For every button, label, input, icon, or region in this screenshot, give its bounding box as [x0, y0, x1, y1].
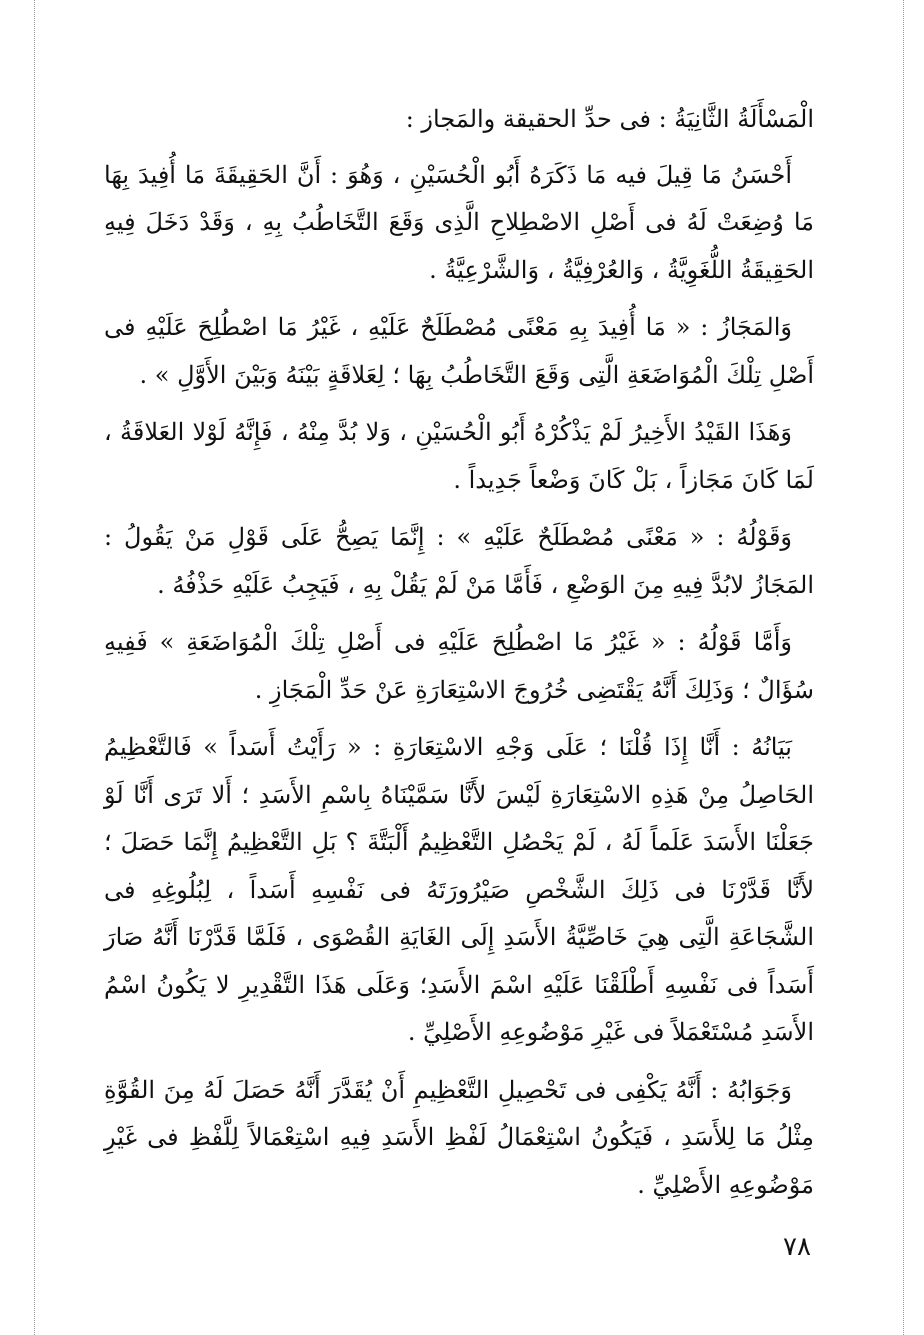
right-margin-dotted-line — [903, 0, 904, 1335]
paragraph-3: وَهَذَا القَيْدُ الأَخِيرُ لَمْ يَذْكُرْهُ أَبُو الْحُسَيْنِ ، وَلا بُدَّ مِنْهُ ، فَإِنَّهُ لَوْلا العَلاقَةُ ، لَمَا كَانَ مَجَازاً ، بَلْ كَانَ وَضْعاً جَدِيداً . — [104, 418, 814, 494]
paragraph-1: أَحْسَنُ مَا قِيلَ فيه مَا ذَكَرَهُ أَبُو الْحُسَيْنِ ، وَهُوَ : أَنَّ الحَقِيقَةَ مَا أُفِيدَ بِهَا مَا وُضِعَتْ لَهُ فى أَصْلِ الاصْطِلاحِ الَّذِى وَقَعَ التَّخَاطُبُ بِهِ ، وَقَدْ دَخَلَ فِيهِ الحَقِيقَةُ اللُّغَوِيَّةُ ، وَالعُرْفِيَّةُ ، وَالشَّرْعِيَّةُ . — [104, 160, 814, 284]
section-heading: الْمَسْأَلَةُ الثَّانِيَةُ : فى حدِّ الحقيقة والمَجاز : — [405, 105, 814, 133]
paragraph-4: وَقَوْلُهُ : « مَعْنًى مُصْطَلَحٌ عَلَيْهِ » : إِنَّمَا يَصِحُّ عَلَى قَوْلِ مَنْ يَقُولُ : المَجَازُ لابُدَّ فِيهِ مِنَ الوَضْعِ ، فَأَمَّا مَنْ لَمْ يَقُلْ بِهِ ، فَيَجِبُ عَلَيْهِ حَذْفُهُ . — [104, 523, 814, 599]
paragraph-5: وَأَمَّا قَوْلُهُ : « غَيْرُ مَا اصْطُلِحَ عَلَيْهِ فى أَصْلِ تِلْكَ الْمُوَاضَعَةِ » فَفِيهِ سُؤَالٌ ؛ وَذَلِكَ أَنَّهُ يَقْتَضِى خُرُوجَ الاسْتِعَارَةِ عَنْ حَدِّ الْمَجَازِ . — [104, 628, 814, 704]
page-text-body — [104, 96, 814, 1219]
left-margin-dotted-line — [34, 0, 35, 1335]
page-number: ٧٨ — [783, 1232, 811, 1262]
paragraph-2: وَالمَجَازُ : « مَا أُفِيدَ بِهِ مَعْنًى مُصْطَلَحٌ عَلَيْهِ ، غَيْرُ مَا اصْطُلِحَ عَلَيْهِ فى أَصْلِ تِلْكَ الْمُوَاضَعَةِ الَّتِى وَقَعَ التَّخَاطُبُ بِهَا ؛ لِعَلاقَةٍ بَيْنَهُ وَبَيْنَ الأَوَّلِ » . — [104, 313, 814, 389]
paragraph-7: وَجَوَابُهُ : أَنَّهُ يَكْفِى فى تَحْصِيلِ التَّعْظِيمِ أَنْ يُقَدَّرَ أَنَّهُ حَصَلَ لَهُ مِنَ القُوَّةِ مِثْلُ مَا لِلأَسَدِ ، فَيَكُونُ اسْتِعْمَالُ لَفْظِ الأَسَدِ فِيهِ اسْتِعْمَالاً لِلَّفْظِ فى غَيْرِ مَوْضُوعِهِ الأَصْلِيِّ . — [104, 1075, 814, 1199]
paragraph-6: بَيَانُهُ : أَنَّا إِذَا قُلْنَا ؛ عَلَى وَجْهِ الاسْتِعَارَةِ : « رَأَيْتُ أَسَداً » فَالتَّعْظِيمُ الحَاصِلُ مِنْ هَذِهِ الاسْتِعَارَةِ لَيْسَ لأَنَّا سَمَّيْنَاهُ بِاسْمِ الأَسَدِ ؛ أَلا تَرَى أَنَّا لَوْ جَعَلْنَا الأَسَدَ عَلَماً لَهُ ، لَمْ يَحْصُلِ التَّعْظِيمُ أَلْبَتَّةَ ؟ بَلِ التَّعْظِيمُ إِنَّمَا حَصَلَ ؛ لأَنَّا قَدَّرْنَا فى ذَلِكَ الشَّخْصِ صَيْرُورَتَهُ فى نَفْسِهِ أَسَداً ، لِبُلُوغِهِ فى الشَّجَاعَةِ الَّتِى هِيَ خَاصِّيَّةُ الأَسَدِ إِلَى الغَايَةِ القُصْوَى ، فَلَمَّا قَدَّرْنَا أَنَّهُ صَارَ أَسَداً فى نَفْسِهِ أَطْلَقْنَا عَلَيْهِ اسْمَ الأَسَدِ؛ وَعَلَى هَذَا التَّقْدِيرِ لا يَكُونُ اسْمُ الأَسَدِ مُسْتَعْمَلاً فى غَيْرِ مَوْضُوعِهِ الأَصْلِيِّ . — [104, 733, 815, 1046]
